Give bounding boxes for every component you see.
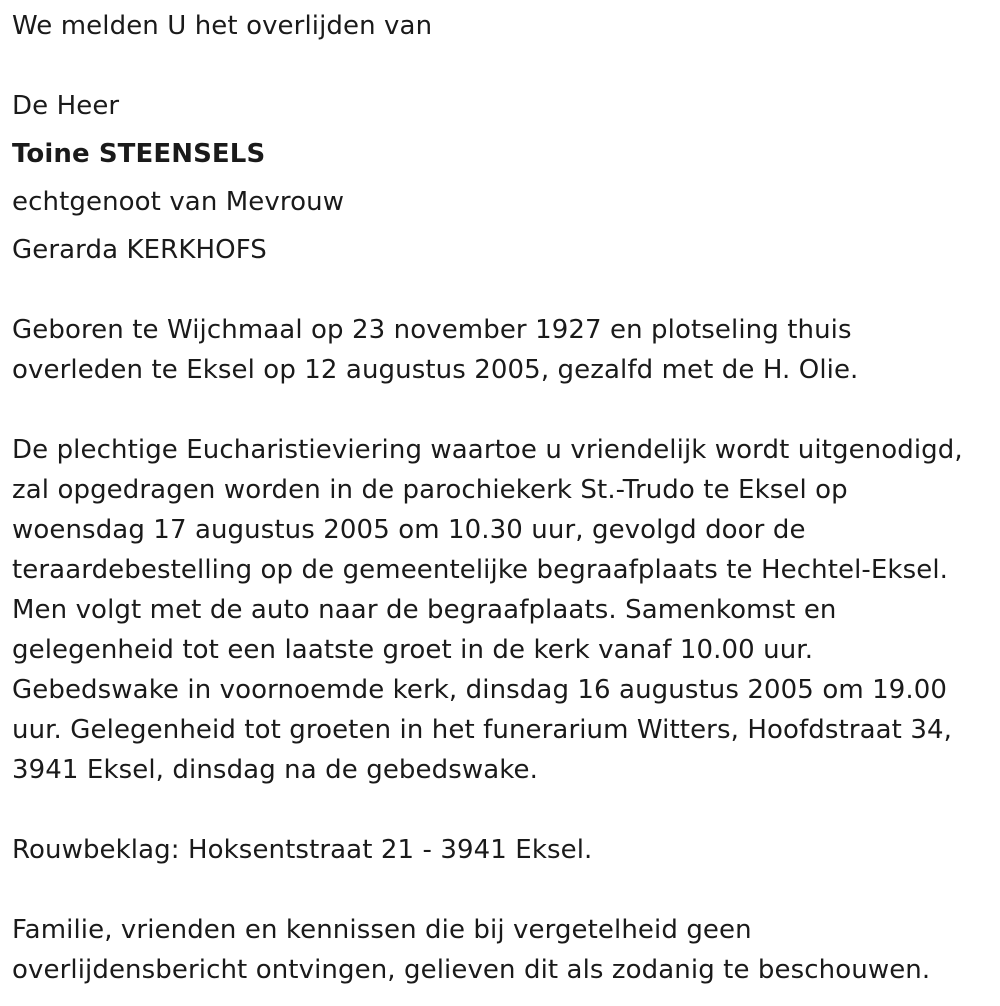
birth-death-line: Geboren te Wijchmaal op 23 november 1927 en plotseling thuis bbox=[12, 315, 852, 345]
ceremony-line: De plechtige Eucharistieviering waartoe u vriendelijk wordt uitgenodigd, bbox=[12, 435, 963, 465]
ceremony-line: Men volgt met de auto naar de begraafplaats. Samenkomst en bbox=[12, 595, 837, 625]
salutation: De Heer bbox=[12, 91, 120, 121]
ceremony-line: Gebedswake in voornoemde kerk, dinsdag 16 augustus 2005 om 19.00 bbox=[12, 675, 948, 705]
ceremony-line: 3941 Eksel, dinsdag na de gebedswake. bbox=[12, 755, 538, 785]
spouse-intro: echtgenoot van Mevrouw bbox=[12, 187, 345, 217]
ceremony-line: woensdag 17 augustus 2005 om 10.30 uur, gevolgd door de bbox=[12, 515, 806, 545]
ceremony-line: teraardebestelling op de gemeentelijke begraafplaats te Hechtel-Eksel. bbox=[12, 555, 949, 585]
condolence-address: Rouwbeklag: Hoksentstraat 21 - 3941 Eksel. bbox=[12, 835, 593, 865]
ceremony-line: gelegenheid tot een laatste groet in de kerk vanaf 10.00 uur. bbox=[12, 635, 814, 665]
deceased-name: Toine STEENSELS bbox=[12, 139, 266, 169]
closing-line: Familie, vrienden en kennissen die bij vergetelheid geen bbox=[12, 915, 752, 945]
birth-death-line: overleden te Eksel op 12 augustus 2005, gezalfd met de H. Olie. bbox=[12, 355, 859, 385]
spouse-name: Gerarda KERKHOFS bbox=[12, 235, 267, 265]
intro-text: We melden U het overlijden van bbox=[12, 11, 433, 41]
ceremony-line: zal opgedragen worden in de parochiekerk St.-Trudo te Eksel op bbox=[12, 475, 848, 505]
closing-line: overlijdensbericht ontvingen, gelieven dit als zodanig te beschouwen. bbox=[12, 955, 931, 985]
ceremony-line: uur. Gelegenheid tot groeten in het funerarium Witters, Hoofdstraat 34, bbox=[12, 715, 952, 745]
